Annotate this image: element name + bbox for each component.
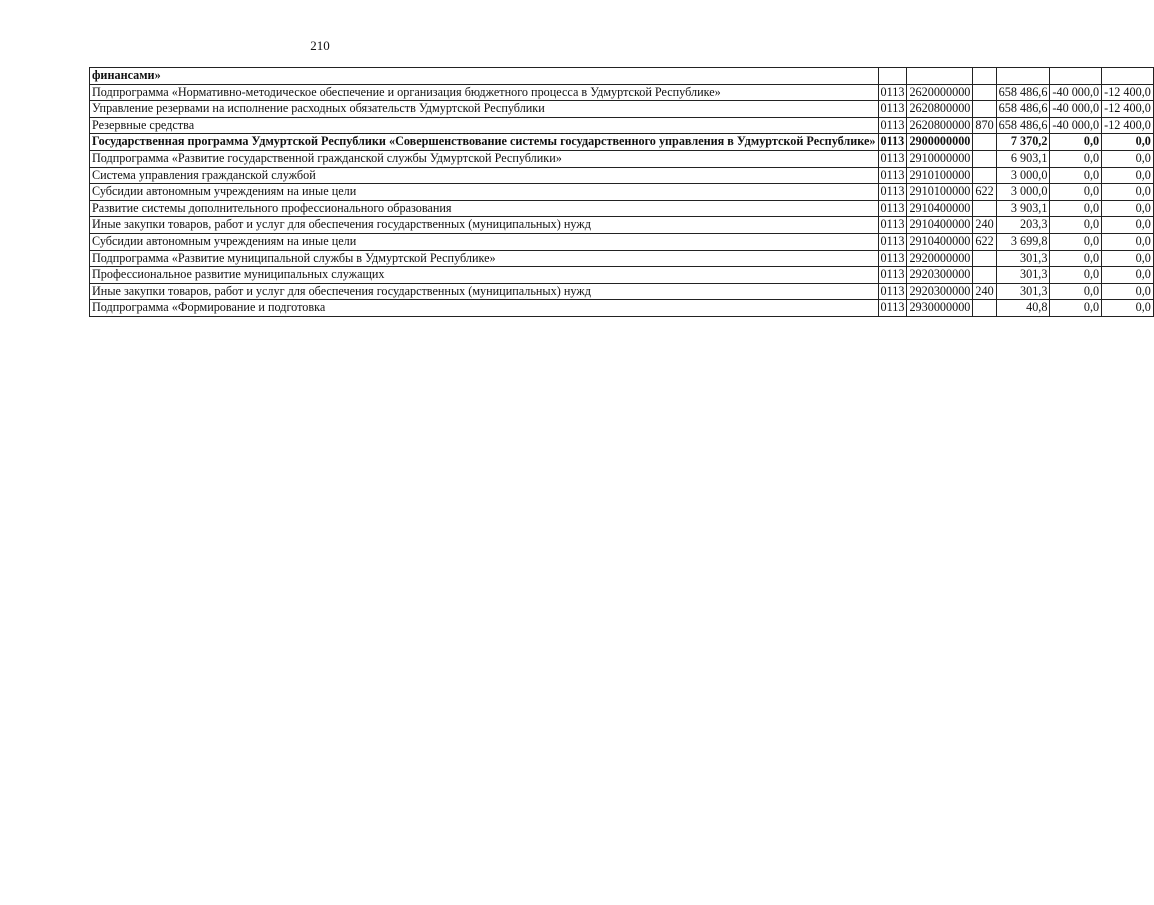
amount-1: 3 000,0: [996, 184, 1050, 201]
amount-2: 0,0: [1050, 267, 1102, 284]
row-name: Подпрограмма «Развитие государственной гражданской службы Удмуртской Республики»: [90, 150, 879, 167]
amount-2: 0,0: [1050, 134, 1102, 151]
target-article-code: 2910400000: [907, 217, 973, 234]
section-code: 0113: [878, 217, 907, 234]
amount-3: [1102, 68, 1154, 85]
amount-2: 0,0: [1050, 184, 1102, 201]
table-row: [90, 68, 1154, 85]
table-row: [90, 117, 1154, 134]
amount-2: 0,0: [1050, 233, 1102, 250]
amount-2: 0,0: [1050, 283, 1102, 300]
table-row: [90, 300, 1154, 317]
amount-3: 0,0: [1102, 167, 1154, 184]
target-article-code: 2620800000: [907, 101, 973, 118]
expense-type-code: 240: [973, 217, 996, 234]
amount-2: 0,0: [1050, 300, 1102, 317]
target-article-code: 2910400000: [907, 233, 973, 250]
target-article-code: 2910000000: [907, 150, 973, 167]
amount-2: 0,0: [1050, 200, 1102, 217]
target-article-code: 2920000000: [907, 250, 973, 267]
table-row: [90, 101, 1154, 118]
amount-1: 3 699,8: [996, 233, 1050, 250]
table-row: [90, 167, 1154, 184]
section-code: 0113: [878, 167, 907, 184]
row-name: финансами»: [90, 68, 879, 85]
target-article-code: 2910400000: [907, 200, 973, 217]
row-name: Развитие системы дополнительного профессионального образования: [90, 200, 879, 217]
row-name: Подпрограмма «Развитие муниципальной службы в Удмуртской Республике»: [90, 250, 879, 267]
amount-1: 3 000,0: [996, 167, 1050, 184]
amount-3: -12 400,0: [1102, 117, 1154, 134]
table-row: [90, 134, 1154, 151]
section-code: 0113: [878, 283, 907, 300]
row-name: Государственная программа Удмуртской Республики «Совершенствование системы государственного управления в Удмуртской Республике»: [90, 134, 879, 151]
amount-2: -40 000,0: [1050, 117, 1102, 134]
table-row: [90, 150, 1154, 167]
expense-type-code: 622: [973, 233, 996, 250]
expense-type-code: [973, 150, 996, 167]
target-article-code: 2920300000: [907, 283, 973, 300]
section-code: 0113: [878, 150, 907, 167]
expense-type-code: [973, 250, 996, 267]
section-code: 0113: [878, 101, 907, 118]
table-row: [90, 200, 1154, 217]
section-code: 0113: [878, 267, 907, 284]
amount-1: 301,3: [996, 250, 1050, 267]
expense-type-code: [973, 101, 996, 118]
amount-3: 0,0: [1102, 217, 1154, 234]
target-article-code: 2930000000: [907, 300, 973, 317]
amount-2: 0,0: [1050, 250, 1102, 267]
section-code: 0113: [878, 84, 907, 101]
row-name: Субсидии автономным учреждениям на иные цели: [90, 233, 879, 250]
target-article-code: [907, 68, 973, 85]
amount-1: 658 486,6: [996, 101, 1050, 118]
amount-1: 301,3: [996, 283, 1050, 300]
table-row: [90, 250, 1154, 267]
row-name: Управление резервами на исполнение расходных обязательств Удмуртской Республики: [90, 101, 879, 118]
amount-1: 40,8: [996, 300, 1050, 317]
target-article-code: 2910100000: [907, 184, 973, 201]
row-name: Иные закупки товаров, работ и услуг для обеспечения государственных (муниципальных) нужд: [90, 283, 879, 300]
amount-3: -12 400,0: [1102, 84, 1154, 101]
amount-3: 0,0: [1102, 134, 1154, 151]
row-name: Система управления гражданской службой: [90, 167, 879, 184]
expense-type-code: [973, 200, 996, 217]
target-article-code: 2620800000: [907, 117, 973, 134]
row-name: Подпрограмма «Формирование и подготовка: [90, 300, 879, 317]
section-code: 0113: [878, 134, 907, 151]
amount-2: -40 000,0: [1050, 101, 1102, 118]
table-row: [90, 84, 1154, 101]
section-code: 0113: [878, 117, 907, 134]
row-name: Подпрограмма «Нормативно-методическое обеспечение и организация бюджетного процесса в Удмуртской Республике»: [90, 84, 879, 101]
amount-3: -12 400,0: [1102, 101, 1154, 118]
amount-3: 0,0: [1102, 150, 1154, 167]
amount-2: 0,0: [1050, 150, 1102, 167]
amount-1: 203,3: [996, 217, 1050, 234]
amount-1: 301,3: [996, 267, 1050, 284]
section-code: 0113: [878, 184, 907, 201]
expense-type-code: 622: [973, 184, 996, 201]
amount-3: 0,0: [1102, 200, 1154, 217]
table-row: [90, 283, 1154, 300]
amount-1: 7 370,2: [996, 134, 1050, 151]
expense-type-code: [973, 134, 996, 151]
row-name: Резервные средства: [90, 117, 879, 134]
target-article-code: 2620000000: [907, 84, 973, 101]
page-number: 210: [310, 38, 330, 53]
target-article-code: 2900000000: [907, 134, 973, 151]
table-body: [90, 68, 1154, 317]
amount-3: 0,0: [1102, 250, 1154, 267]
amount-1: 3 903,1: [996, 200, 1050, 217]
expense-type-code: [973, 167, 996, 184]
amount-1: 6 903,1: [996, 150, 1050, 167]
table-row: [90, 267, 1154, 284]
expense-type-code: 240: [973, 283, 996, 300]
row-name: Профессиональное развитие муниципальных служащих: [90, 267, 879, 284]
table-row: [90, 233, 1154, 250]
row-name: Субсидии автономным учреждениям на иные цели: [90, 184, 879, 201]
amount-3: 0,0: [1102, 233, 1154, 250]
expense-type-code: [973, 300, 996, 317]
amount-2: -40 000,0: [1050, 84, 1102, 101]
row-name: Иные закупки товаров, работ и услуг для обеспечения государственных (муниципальных) нужд: [90, 217, 879, 234]
target-article-code: 2920300000: [907, 267, 973, 284]
amount-3: 0,0: [1102, 283, 1154, 300]
expense-type-code: [973, 267, 996, 284]
amount-1: 658 486,6: [996, 117, 1050, 134]
expense-type-code: 870: [973, 117, 996, 134]
amount-2: 0,0: [1050, 167, 1102, 184]
amount-3: 0,0: [1102, 184, 1154, 201]
table-row: [90, 217, 1154, 234]
amount-2: [1050, 68, 1102, 85]
amount-1: 658 486,6: [996, 84, 1050, 101]
section-code: 0113: [878, 233, 907, 250]
expense-type-code: [973, 68, 996, 85]
target-article-code: 2910100000: [907, 167, 973, 184]
amount-2: 0,0: [1050, 217, 1102, 234]
section-code: [878, 68, 907, 85]
amount-1: [996, 68, 1050, 85]
section-code: 0113: [878, 300, 907, 317]
section-code: 0113: [878, 200, 907, 217]
budget-table: [89, 67, 1154, 317]
section-code: 0113: [878, 250, 907, 267]
amount-3: 0,0: [1102, 300, 1154, 317]
expense-type-code: [973, 84, 996, 101]
table-row: [90, 184, 1154, 201]
amount-3: 0,0: [1102, 267, 1154, 284]
